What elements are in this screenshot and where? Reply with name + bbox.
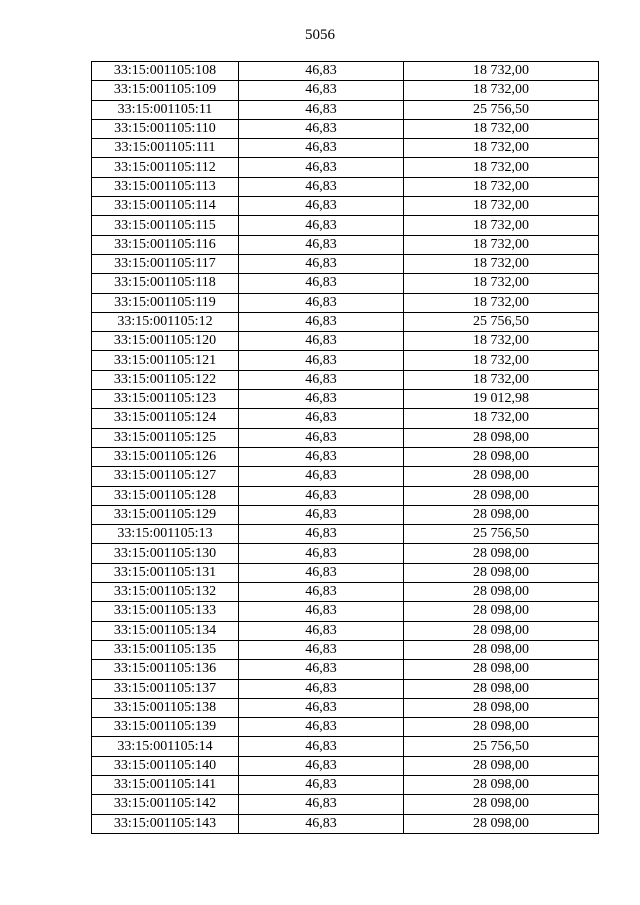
area-cell: 46,83 (239, 390, 404, 409)
cadastral-number-cell: 33:15:001105:109 (92, 81, 239, 100)
table-row (92, 293, 599, 312)
value-cell: 28 098,00 (404, 563, 599, 582)
table-row (92, 467, 599, 486)
value-cell: 18 732,00 (404, 332, 599, 351)
cadastral-number-cell: 33:15:001105:115 (92, 216, 239, 235)
cadastral-number-cell: 33:15:001105:136 (92, 660, 239, 679)
table-row (92, 544, 599, 563)
cadastral-number-cell: 33:15:001105:133 (92, 602, 239, 621)
area-cell: 46,83 (239, 274, 404, 293)
cadastral-number-cell: 33:15:001105:135 (92, 640, 239, 659)
cadastral-table (91, 61, 599, 834)
area-cell: 46,83 (239, 81, 404, 100)
area-cell: 46,83 (239, 621, 404, 640)
value-cell: 18 732,00 (404, 293, 599, 312)
area-cell: 46,83 (239, 119, 404, 138)
area-cell: 46,83 (239, 293, 404, 312)
table-row (92, 81, 599, 100)
area-cell: 46,83 (239, 718, 404, 737)
value-cell: 18 732,00 (404, 139, 599, 158)
value-cell: 28 098,00 (404, 795, 599, 814)
table-row (92, 698, 599, 717)
value-cell: 25 756,50 (404, 737, 599, 756)
cadastral-number-cell: 33:15:001105:110 (92, 119, 239, 138)
cadastral-number-cell: 33:15:001105:143 (92, 814, 239, 833)
value-cell: 18 732,00 (404, 235, 599, 254)
value-cell: 28 098,00 (404, 505, 599, 524)
cadastral-number-cell: 33:15:001105:117 (92, 254, 239, 273)
cadastral-number-cell: 33:15:001105:12 (92, 312, 239, 331)
cadastral-number-cell: 33:15:001105:142 (92, 795, 239, 814)
area-cell: 46,83 (239, 660, 404, 679)
cadastral-number-cell: 33:15:001105:141 (92, 775, 239, 794)
table-row (92, 563, 599, 582)
cadastral-number-cell: 33:15:001105:14 (92, 737, 239, 756)
area-cell: 46,83 (239, 332, 404, 351)
cadastral-number-cell: 33:15:001105:122 (92, 370, 239, 389)
table-row (92, 235, 599, 254)
value-cell: 25 756,50 (404, 312, 599, 331)
value-cell: 18 732,00 (404, 197, 599, 216)
table-row (92, 486, 599, 505)
value-cell: 18 732,00 (404, 409, 599, 428)
area-cell: 46,83 (239, 216, 404, 235)
cadastral-number-cell: 33:15:001105:126 (92, 447, 239, 466)
area-cell: 46,83 (239, 679, 404, 698)
area-cell: 46,83 (239, 583, 404, 602)
table-row (92, 62, 599, 81)
value-cell: 18 732,00 (404, 216, 599, 235)
value-cell: 28 098,00 (404, 660, 599, 679)
value-cell: 19 012,98 (404, 390, 599, 409)
table-row (92, 602, 599, 621)
value-cell: 28 098,00 (404, 428, 599, 447)
table-row (92, 351, 599, 370)
table-row (92, 505, 599, 524)
cadastral-number-cell: 33:15:001105:112 (92, 158, 239, 177)
cadastral-number-cell: 33:15:001105:120 (92, 332, 239, 351)
area-cell: 46,83 (239, 602, 404, 621)
area-cell: 46,83 (239, 525, 404, 544)
table-row (92, 390, 599, 409)
cadastral-number-cell: 33:15:001105:125 (92, 428, 239, 447)
cadastral-number-cell: 33:15:001105:121 (92, 351, 239, 370)
cadastral-number-cell: 33:15:001105:129 (92, 505, 239, 524)
area-cell: 46,83 (239, 640, 404, 659)
table-row (92, 139, 599, 158)
area-cell: 46,83 (239, 447, 404, 466)
area-cell: 46,83 (239, 370, 404, 389)
value-cell: 28 098,00 (404, 486, 599, 505)
area-cell: 46,83 (239, 563, 404, 582)
area-cell: 46,83 (239, 177, 404, 196)
table-row (92, 312, 599, 331)
table-row (92, 119, 599, 138)
value-cell: 18 732,00 (404, 274, 599, 293)
cadastral-number-cell: 33:15:001105:116 (92, 235, 239, 254)
value-cell: 28 098,00 (404, 544, 599, 563)
value-cell: 28 098,00 (404, 756, 599, 775)
table-row (92, 814, 599, 833)
value-cell: 28 098,00 (404, 447, 599, 466)
cadastral-number-cell: 33:15:001105:138 (92, 698, 239, 717)
value-cell: 28 098,00 (404, 602, 599, 621)
cadastral-number-cell: 33:15:001105:131 (92, 563, 239, 582)
cadastral-number-cell: 33:15:001105:134 (92, 621, 239, 640)
area-cell: 46,83 (239, 139, 404, 158)
area-cell: 46,83 (239, 775, 404, 794)
table-row (92, 525, 599, 544)
area-cell: 46,83 (239, 409, 404, 428)
table-row (92, 795, 599, 814)
value-cell: 18 732,00 (404, 62, 599, 81)
value-cell: 18 732,00 (404, 158, 599, 177)
value-cell: 28 098,00 (404, 640, 599, 659)
value-cell: 25 756,50 (404, 100, 599, 119)
area-cell: 46,83 (239, 505, 404, 524)
table-row (92, 274, 599, 293)
table-row (92, 254, 599, 273)
cadastral-number-cell: 33:15:001105:132 (92, 583, 239, 602)
table-row (92, 447, 599, 466)
value-cell: 28 098,00 (404, 467, 599, 486)
area-cell: 46,83 (239, 100, 404, 119)
cadastral-number-cell: 33:15:001105:13 (92, 525, 239, 544)
table-row (92, 775, 599, 794)
area-cell: 46,83 (239, 698, 404, 717)
table-row (92, 332, 599, 351)
value-cell: 18 732,00 (404, 119, 599, 138)
value-cell: 18 732,00 (404, 370, 599, 389)
value-cell: 28 098,00 (404, 621, 599, 640)
cadastral-number-cell: 33:15:001105:137 (92, 679, 239, 698)
cadastral-number-cell: 33:15:001105:123 (92, 390, 239, 409)
area-cell: 46,83 (239, 756, 404, 775)
cadastral-number-cell: 33:15:001105:127 (92, 467, 239, 486)
table-row (92, 409, 599, 428)
cadastral-number-cell: 33:15:001105:11 (92, 100, 239, 119)
area-cell: 46,83 (239, 544, 404, 563)
value-cell: 28 098,00 (404, 814, 599, 833)
area-cell: 46,83 (239, 351, 404, 370)
cadastral-number-cell: 33:15:001105:130 (92, 544, 239, 563)
table-row (92, 216, 599, 235)
area-cell: 46,83 (239, 158, 404, 177)
value-cell: 28 098,00 (404, 583, 599, 602)
value-cell: 18 732,00 (404, 81, 599, 100)
table-body (92, 62, 599, 834)
value-cell: 25 756,50 (404, 525, 599, 544)
table-row (92, 370, 599, 389)
table-row (92, 197, 599, 216)
area-cell: 46,83 (239, 737, 404, 756)
table-row (92, 640, 599, 659)
table-row (92, 100, 599, 119)
value-cell: 18 732,00 (404, 351, 599, 370)
area-cell: 46,83 (239, 428, 404, 447)
table-row (92, 428, 599, 447)
table-row (92, 718, 599, 737)
table-row (92, 756, 599, 775)
cadastral-number-cell: 33:15:001105:108 (92, 62, 239, 81)
area-cell: 46,83 (239, 235, 404, 254)
value-cell: 28 098,00 (404, 698, 599, 717)
cadastral-number-cell: 33:15:001105:139 (92, 718, 239, 737)
cadastral-number-cell: 33:15:001105:128 (92, 486, 239, 505)
table-row (92, 583, 599, 602)
value-cell: 18 732,00 (404, 254, 599, 273)
value-cell: 28 098,00 (404, 679, 599, 698)
value-cell: 18 732,00 (404, 177, 599, 196)
area-cell: 46,83 (239, 467, 404, 486)
table-row (92, 177, 599, 196)
area-cell: 46,83 (239, 197, 404, 216)
table-row (92, 621, 599, 640)
cadastral-number-cell: 33:15:001105:124 (92, 409, 239, 428)
cadastral-number-cell: 33:15:001105:114 (92, 197, 239, 216)
area-cell: 46,83 (239, 814, 404, 833)
value-cell: 28 098,00 (404, 718, 599, 737)
table-row (92, 660, 599, 679)
table-row (92, 158, 599, 177)
cadastral-number-cell: 33:15:001105:111 (92, 139, 239, 158)
cadastral-number-cell: 33:15:001105:140 (92, 756, 239, 775)
cadastral-number-cell: 33:15:001105:119 (92, 293, 239, 312)
value-cell: 28 098,00 (404, 775, 599, 794)
area-cell: 46,83 (239, 312, 404, 331)
cadastral-number-cell: 33:15:001105:118 (92, 274, 239, 293)
table-row (92, 679, 599, 698)
area-cell: 46,83 (239, 486, 404, 505)
cadastral-number-cell: 33:15:001105:113 (92, 177, 239, 196)
area-cell: 46,83 (239, 62, 404, 81)
area-cell: 46,83 (239, 254, 404, 273)
table-row (92, 737, 599, 756)
area-cell: 46,83 (239, 795, 404, 814)
page-number: 5056 (305, 27, 335, 43)
